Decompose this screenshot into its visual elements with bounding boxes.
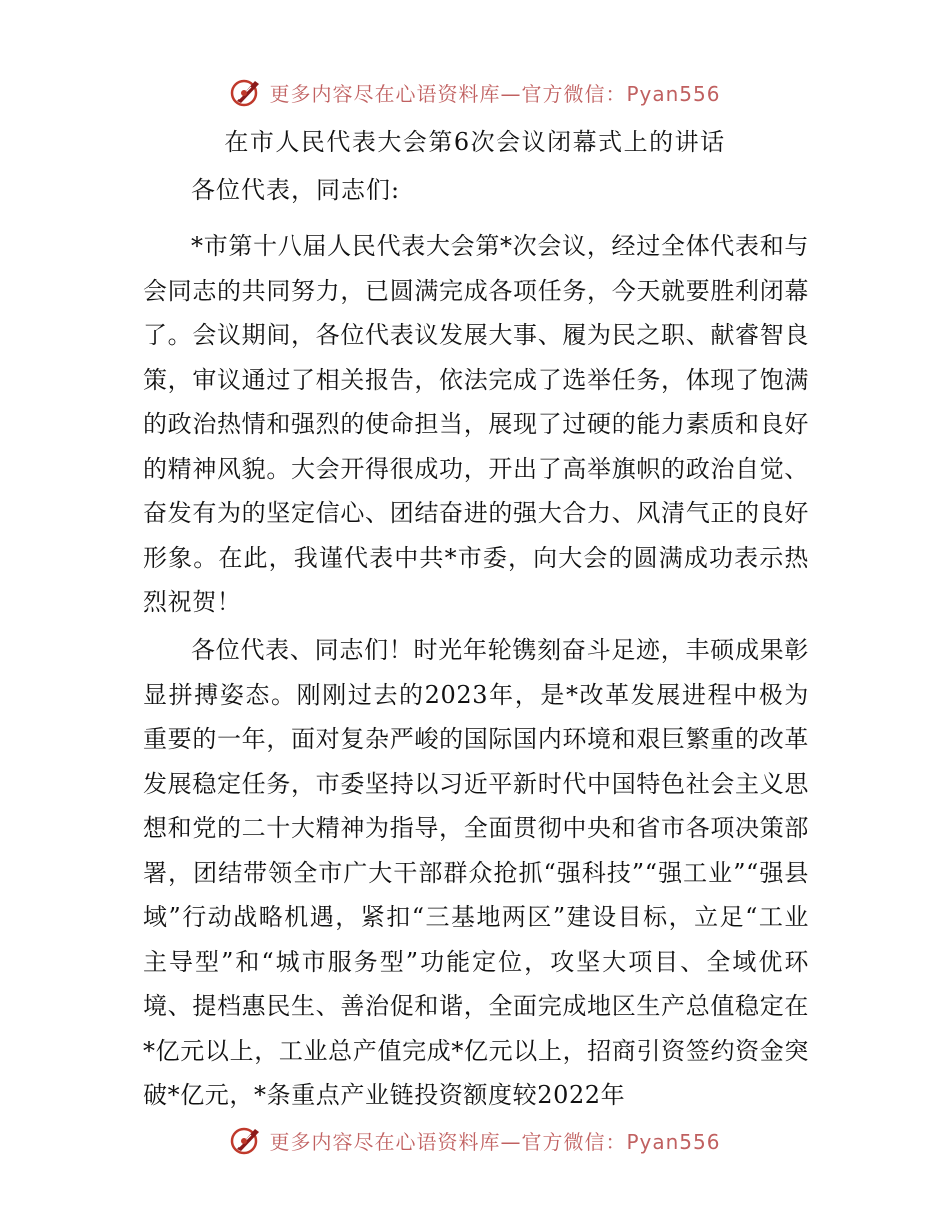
paragraph-2: 各位代表、同志们！时光年轮镌刻奋斗足迹，丰硕成果彰显拼搏姿态。刚刚过去的2023年，是*改革发展进程中极为重要的一年，面对复杂严峻的国际国内环境和艰巨繁重的改革发展稳定任务，市委坚持以习近平新时代中国特色社会主义思想和党的二十大精神为指导，全面贯彻中央和省市各项决策部署，团结带领全市广大干部群众抢抓“强科技”“强工业”“强县域”行动战略机遇，紧扣“三基地两区”建设目标，立足“工业主导型”和“城市服务型”功能定位，攻坚大项目、全域优环境、提档惠民生、善治促和谐，全面完成地区生产总值稳定在*亿元以上，工业总产值完成*亿元以上，招商引资签约资金突破*亿元，*条重点产业链投资额度较2022年	[143, 636, 809, 1109]
salutation: 各位代表，同志们:	[191, 176, 401, 204]
feather-pen-logo-icon	[229, 1123, 263, 1157]
watermark-text: 更多内容尽在心语资料库—官方微信：Pyan556	[269, 1129, 721, 1154]
feather-pen-logo-icon	[229, 75, 263, 109]
paragraph-1: *市第十八届人民代表大会第*次会议，经过全体代表和与会同志的共同努力，已圆满完成各项任务，今天就要胜利闭幕了。会议期间，各位代表议发展大事、履为民之职、献睿智良策，审议通过了相关报告，依法完成了选举任务，体现了饱满的政治热情和强烈的使命担当，展现了过硬的能力素质和良好的精神风貌。大会开得很成功，开出了高举旗帜的政治自觉、奋发有为的坚定信心、团结奋进的强大合力、风清气正的良好形象。在此，我谨代表中共*市委，向大会的圆满成功表示热烈祝贺！	[143, 232, 809, 616]
watermark-banner-bottom	[0, 1120, 950, 1160]
document-title: 在市人民代表大会第6次会议闭幕式上的讲话	[224, 128, 726, 156]
watermark-text: 更多内容尽在心语资料库—官方微信：Pyan556	[269, 81, 721, 106]
watermark-banner-top	[0, 72, 950, 112]
